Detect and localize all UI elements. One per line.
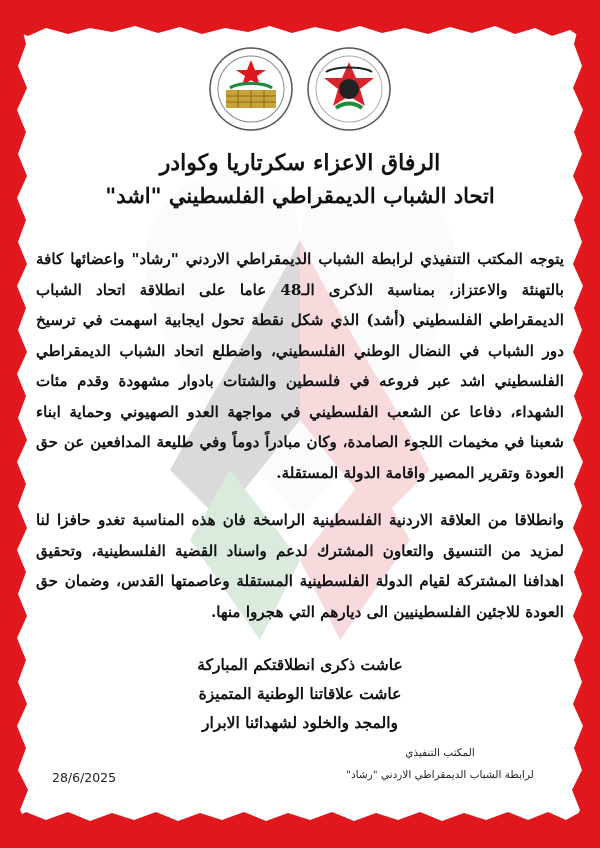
greeting-line: الرفاق الاعزاء سكرتاريا وكوادر [159,150,441,176]
signature-block [330,742,550,786]
closing-slogans [60,650,540,737]
signature-org: لرابطة الشباب الديمقراطي الاردني "رشاد" [346,769,534,781]
closing-line-1: عاشت ذكرى انطلاقتكم المباركة [197,655,403,674]
closing-line-3: والمجد والخلود لشهدائنا الابرار [201,713,399,732]
closing-line-2: عاشت علاقاتنا الوطنية المتميزة [198,684,402,703]
body-paragraph-1: يتوجه المكتب التنفيذي لرابطة الشباب الديمقراطي الاردني "رشاد" واعضائها كافة بالتهنئة والاعتزاز، بمناسبة الذكرى الـ48 عاما على انطلاقة اتحاد الشباب الديمقراطي الفلسطيني (أشد) الذي شكل نقطة تحول ايجابية اسهمت في ترسيخ دور الشباب في النضال الوطني الفلسطيني، واضطلع اتحاد الشباب الديمقراطي الفلسطيني اشد عبر فروعه في فلسطين والشتات بادوار مشهودة وقدم مئات الشهداء، دفاعا عن الشعب الفلسطيني في مواجهة العدو الصهيوني وحماية ابناء شعبنا في مخيمات اللجوء الصامدة، وكان مبادراً دوماً وفي طليعة المدافعين عن حق العودة وتقرير المصير واقامة الدولة المستقلة. [36,250,564,482]
rashad-league-emblem-icon [208,46,294,132]
letter-date: 28/6/2025 [52,770,117,785]
ashad-union-emblem-icon [306,46,392,132]
addressee-line: اتحاد الشباب الديمقراطي الفلسطيني "اشد" [105,183,495,208]
signature-office: المكتب التنفيذي [405,747,475,759]
body-paragraph-2: وانطلاقا من العلاقة الاردنية الفلسطينية الراسخة فان هذه المناسبة تغدو حافزا لنا لمزيد من التنسيق والتعاون المشترك لدعم واسناد القضية الفلسطينية، وتحقيق اهدافنا المشتركة لقيام الدولة الفلسطينية المستقلة وعاصمتها القدس، وضمان حق العودة للاجئين الفلسطينيين الى ديارهم التي هجروا منها. [36,511,564,621]
